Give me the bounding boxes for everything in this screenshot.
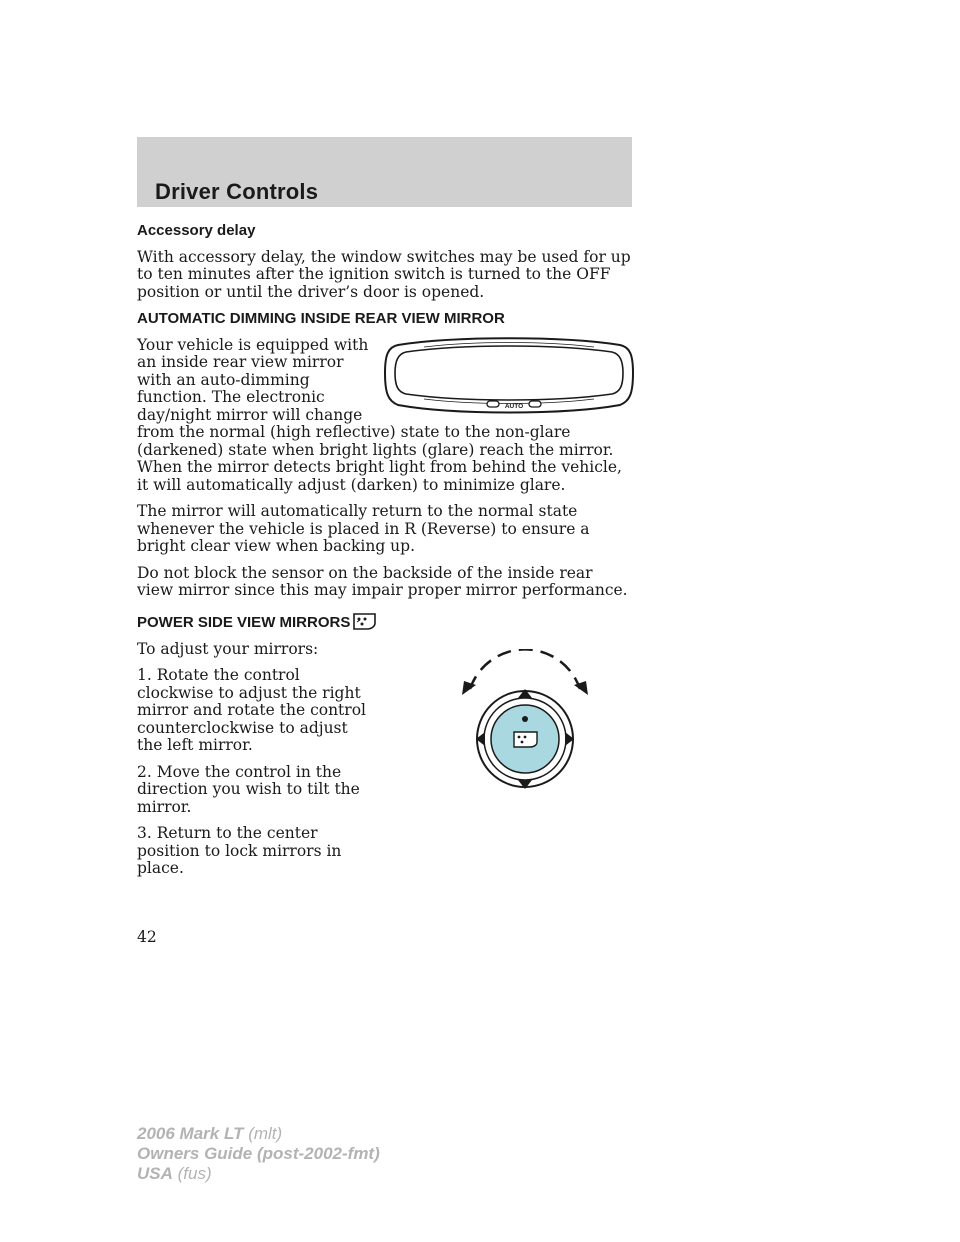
footer-market-code: (fus) (177, 1164, 212, 1183)
power-mirrors-heading-row (137, 614, 632, 632)
footer-guide: Owners Guide (post-2002-fmt) (137, 1144, 380, 1163)
power-mirror-icon (352, 610, 378, 632)
auto-dimming-reverse: The mirror will automatically return to the normal state whenever the vehicle is placed in R (Reverse) to ensure a bright clear view when backing up. (137, 502, 590, 555)
mirror-left-button (487, 401, 499, 407)
power-mirrors-step-1: 1. Rotate the control clockwise to adjust the right mirror and rotate the control counterclockwise to adjust the left mirror. (137, 666, 366, 754)
mirror-right-button (529, 401, 541, 407)
mirror-auto-label: AUTO (504, 402, 524, 410)
auto-dimming-intro: Your vehicle is equipped with an inside rear view mirror with an auto-dimming function. The electronic day/night mirror will change from the normal (high reflective) state to the non-glare (darkened) state when bright lights (glare) reach the mirror. When the mirror detects bright light from behind the vehicle, it will automatically adjust (darken) to minimize glare. (137, 335, 622, 494)
power-mirrors-step-2: 2. Move the control in the direction you wish to tilt the mirror. (137, 762, 360, 816)
power-mirrors-heading: POWER SIDE VIEW MIRRORS (137, 613, 351, 631)
footer-model-code: (mlt) (248, 1124, 283, 1143)
section-header-band (137, 137, 632, 207)
accessory-delay-heading: Accessory delay (137, 222, 256, 239)
auto-dimming-sensor: Do not block the sensor on the backside of the inside rear view mirror since this may impair proper mirror performance. (137, 563, 628, 599)
power-mirrors-step-3: 3. Return to the center position to lock mirrors in place. (137, 824, 342, 877)
page-number: 42 (137, 928, 157, 946)
page-content (137, 222, 632, 887)
footer-market: USA (137, 1164, 173, 1183)
accessory-delay-text: With accessory delay, the window switches may be used for up to ten minutes after the ignition switch is turned to the OFF position or until the driver’s door is opened. (137, 247, 631, 301)
rotate-arrow-icon (470, 649, 580, 689)
document-footer (137, 1124, 380, 1184)
mirror-control-knob-illustration (440, 649, 610, 789)
footer-model: 2006 Mark LT (137, 1124, 244, 1143)
section-title: Driver Controls (155, 179, 319, 204)
rear-view-mirror-illustration (384, 335, 634, 417)
power-mirrors-intro: To adjust your mirrors: (137, 639, 319, 658)
auto-dimming-heading: AUTOMATIC DIMMING INSIDE REAR VIEW MIRROR (137, 310, 505, 327)
